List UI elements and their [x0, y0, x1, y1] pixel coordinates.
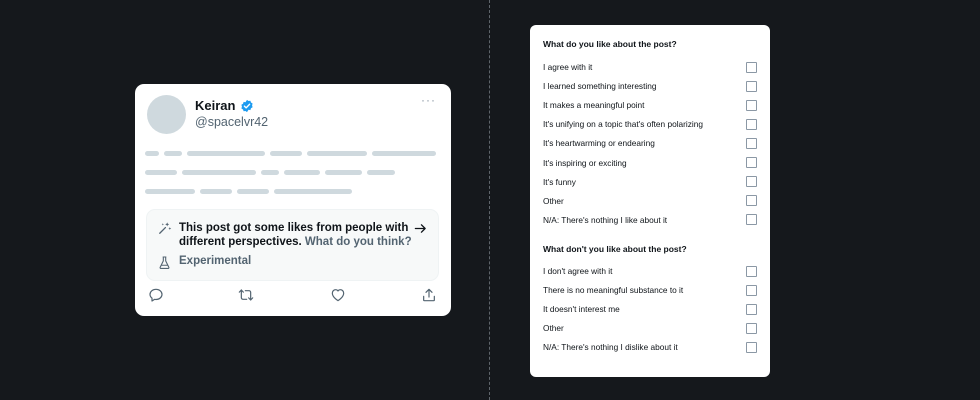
skeleton-text-line: [145, 170, 395, 175]
checkbox[interactable]: [746, 214, 757, 225]
dislike-option[interactable]: [543, 340, 757, 354]
dislikes-question: What don't you like about the post?: [543, 244, 687, 254]
share-icon[interactable]: [421, 287, 437, 303]
checkbox[interactable]: [746, 266, 757, 277]
likes-question: What do you like about the post?: [543, 39, 677, 49]
option-label: It's heartwarming or endearing: [543, 138, 655, 149]
avatar[interactable]: [147, 95, 186, 134]
note-text: [179, 221, 415, 249]
option-label: It's unifying on a topic that's often polarizing: [543, 119, 703, 130]
author-row: [195, 98, 254, 113]
author-name[interactable]: Keiran: [195, 98, 236, 113]
like-option[interactable]: [543, 60, 757, 74]
checkbox[interactable]: [746, 157, 757, 168]
checkbox[interactable]: [746, 138, 757, 149]
sparkle-icon: [158, 221, 172, 235]
heart-icon[interactable]: [330, 287, 346, 303]
checkbox[interactable]: [746, 119, 757, 130]
community-note[interactable]: [146, 209, 439, 281]
option-label: Other: [543, 195, 564, 206]
note-message: This post got some likes from people with different perspectives.: [179, 222, 409, 248]
skeleton-text-line: [145, 189, 352, 194]
like-option[interactable]: [543, 98, 757, 112]
checkbox[interactable]: [746, 62, 757, 73]
like-option[interactable]: [543, 156, 757, 170]
option-label: N/A: There's nothing I like about it: [543, 214, 668, 225]
dashed-divider: [489, 0, 490, 400]
checkbox[interactable]: [746, 176, 757, 187]
author-handle[interactable]: @spacelvr42: [195, 115, 269, 129]
tweet-card[interactable]: [135, 84, 451, 316]
like-option[interactable]: [543, 79, 757, 93]
like-option[interactable]: [543, 117, 757, 131]
option-label: I don't agree with it: [543, 266, 613, 276]
experimental-label: Experimental: [179, 255, 252, 267]
like-option[interactable]: [543, 175, 757, 189]
option-label: It's funny: [543, 176, 576, 187]
checkbox[interactable]: [746, 100, 757, 111]
like-option[interactable]: [543, 194, 757, 208]
checkbox[interactable]: [746, 323, 757, 334]
what-do-you-think-link[interactable]: What do you think?: [304, 236, 412, 248]
checkbox[interactable]: [746, 342, 757, 353]
checkbox[interactable]: [746, 81, 757, 92]
checkbox[interactable]: [746, 304, 757, 315]
retweet-icon[interactable]: [238, 287, 254, 303]
dislike-option[interactable]: [543, 321, 757, 335]
dislike-option[interactable]: [543, 302, 757, 316]
checkbox[interactable]: [746, 285, 757, 296]
option-label: It's inspiring or exciting: [543, 157, 627, 168]
reply-icon[interactable]: [148, 287, 164, 303]
checkbox[interactable]: [746, 195, 757, 206]
dislike-option[interactable]: [543, 264, 757, 278]
option-label: It makes a meaningful point: [543, 100, 645, 111]
more-options-icon[interactable]: ···: [421, 93, 436, 107]
option-label: N/A: There's nothing I dislike about it: [543, 342, 678, 353]
option-label: There is no meaningful substance to it: [543, 285, 684, 296]
dislike-option[interactable]: [543, 283, 757, 297]
option-label: I learned something interesting: [543, 81, 657, 92]
option-label: Other: [543, 323, 564, 334]
like-option[interactable]: [543, 213, 757, 227]
flask-icon: [159, 256, 170, 269]
option-label: It doesn't interest me: [543, 304, 620, 315]
feedback-survey: [530, 25, 770, 377]
arrow-right-icon[interactable]: [414, 222, 427, 235]
verified-badge-icon: [240, 99, 254, 113]
like-option[interactable]: [543, 136, 757, 150]
skeleton-text-line: [145, 151, 436, 156]
option-label: I agree with it: [543, 62, 593, 72]
